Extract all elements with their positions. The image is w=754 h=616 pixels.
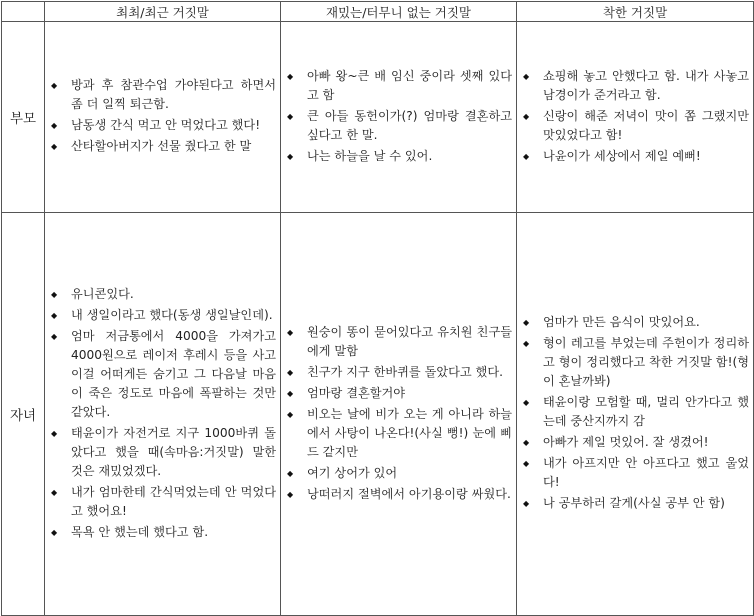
list-item: ◆ 비오는 날에 비가 오는 게 아니라 하늘에서 사탕이 나온다!(사실 뻥!) 눈에 삐드 같지만 [287, 405, 512, 462]
list-item: ◆ 쇼핑해 놓고 안했다고 함. 내가 사놓고 남경이가 준거라고 함. [523, 67, 749, 105]
list-item: ◆ 나윤이가 세상에서 제일 예뻐! [523, 147, 749, 166]
header-kind-lies: 착한 거짓말 [517, 2, 754, 22]
bullet-list [523, 67, 749, 166]
table-row [2, 22, 754, 213]
list-item: ◆ 엄마랑 결혼할거야 [287, 384, 512, 403]
list-item: ◆ 나 공부하러 갈게(사실 공부 안 함) [523, 494, 749, 513]
header-funny-lies: 재밌는/터무니 없는 거짓말 [281, 2, 517, 22]
bullet-list [523, 313, 749, 513]
list-item: ◆ 엄마가 만든 음식이 맛있어요. [523, 313, 749, 332]
list-item: ◆ 태윤이랑 모험할 때, 멀리 안가다고 했는데 중산지까지 감 [523, 393, 749, 431]
list-item: ◆ 엄마 저금통에서 4000을 가져가고 4000원으로 레이저 후레시 등을 사고 이걸 어떠게든 숨기고 그 다음날 마음이 죽은 정도로 마음에 폭팔하는 것만 같았다. [51, 327, 276, 422]
bullet-list [51, 285, 276, 542]
bullet-list [287, 323, 512, 504]
list-item: ◆ 큰 아들 동헌이가(?) 엄마랑 결혼하고 싶다고 한 말. [287, 107, 512, 145]
row-label: 자녀 [2, 213, 45, 616]
header-recent-lies: 최최/최근 거짓말 [45, 2, 281, 22]
list-item: ◆ 내가 엄마한테 간식먹었는데 안 먹었다고 했어요! [51, 483, 276, 521]
list-item: ◆ 목욕 안 했는데 했다고 함. [51, 523, 276, 542]
list-item: ◆ 원숭이 똥이 묻어있다고 유치원 친구들에게 말함 [287, 323, 512, 361]
list-item: ◆ 아빠가 제일 멋있어. 잘 생겼어! [523, 433, 749, 452]
row-label: 부모 [2, 22, 45, 213]
cell-kind-lies [517, 22, 754, 213]
list-item: ◆ 낭떠러지 절벽에서 아기용이랑 싸웠다. [287, 485, 512, 504]
list-item: ◆ 나는 하늘을 날 수 있어. [287, 147, 512, 166]
list-item: ◆ 친구가 지구 한바퀴를 돌았다고 했다. [287, 363, 512, 382]
list-item: ◆ 형이 레고를 부었는데 주헌이가 정리하고 형이 정리했다고 착한 거짓말 함!(형이 혼날까봐) [523, 334, 749, 391]
cell-funny-lies [281, 22, 517, 213]
list-item: ◆ 내가 아프지만 안 아프다고 했고 울었다! [523, 454, 749, 492]
header-row [2, 2, 754, 22]
cell-recent-lies [45, 22, 281, 213]
cell-kind-lies [517, 213, 754, 616]
bullet-list [287, 67, 512, 166]
list-item: ◆ 유니콘있다. [51, 285, 276, 304]
list-item: ◆ 내 생일이라고 했다(동생 생일날인데). [51, 306, 276, 325]
cell-funny-lies [281, 213, 517, 616]
header-corner [2, 2, 45, 22]
cell-recent-lies [45, 213, 281, 616]
list-item: ◆ 신랑이 해준 저녁이 맛이 쫌 그랬지만 맛있었다고 함! [523, 107, 749, 145]
table-row [2, 213, 754, 616]
list-item: ◆ 태윤이가 자전거로 지구 1000바퀴 돌았다고 했을 때(속마음:거짓말) 말한 것은 재밌었겠다. [51, 424, 276, 481]
list-item: ◆ 남동생 간식 먹고 안 먹었다고 했다! [51, 116, 276, 135]
list-item: ◆ 여기 상어가 있어 [287, 464, 512, 483]
lies-table [1, 1, 754, 616]
bullet-list [51, 76, 276, 156]
list-item: ◆ 아빠 왕~큰 배 임신 중이라 셋째 있다고 함 [287, 67, 512, 105]
list-item: ◆ 방과 후 참관수업 가야된다고 하면서 좀 더 일찍 퇴근함. [51, 76, 276, 114]
list-item: ◆ 산타할아버지가 선물 줬다고 한 말 [51, 137, 276, 156]
